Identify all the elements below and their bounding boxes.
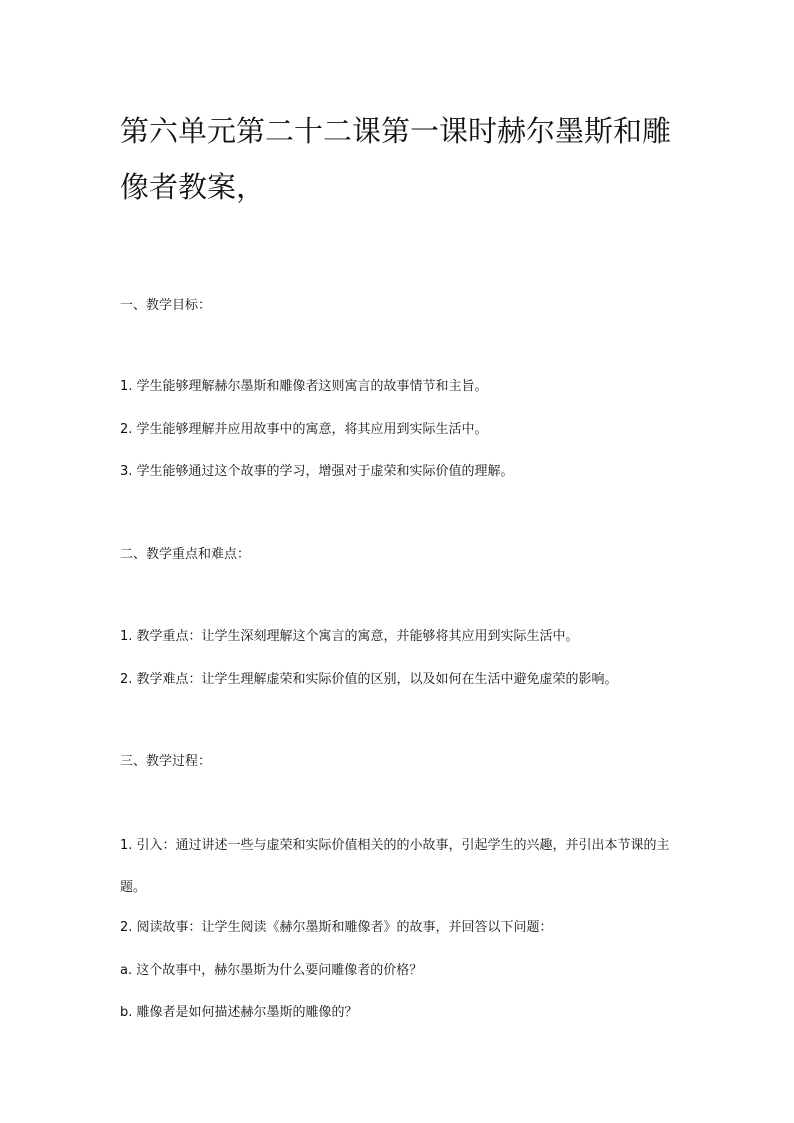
- document-title: 第六单元第二十二课第一课时赫尔墨斯和雕像者教案，: [120, 114, 672, 204]
- objective-item-2: 2. 学生能够理解并应用故事中的寓意，将其应用到实际生活中。: [120, 422, 488, 437]
- section-heading-objectives: 一、教学目标：: [120, 298, 212, 313]
- objective-item-1: 1. 学生能够理解赫尔墨斯和雕像者这则寓言的故事情节和主旨。: [120, 379, 488, 394]
- key-point-item-2: 2. 教学难点：让学生理解虚荣和实际价值的区别，以及如何在生活中避免虚荣的影响。: [120, 672, 618, 687]
- objective-item-3: 3. 学生能够通过这个故事的学习，增强对于虚荣和实际价值的理解。: [120, 464, 514, 479]
- process-question-a: a. 这个故事中，赫尔墨斯为什么要问雕像者的价格？: [120, 963, 423, 978]
- key-point-item-1: 1. 教学重点：让学生深刻理解这个寓言的寓意，并能够将其应用到实际生活中。: [120, 629, 579, 644]
- process-question-b: b. 雕像者是如何描述赫尔墨斯的雕像的？: [120, 1005, 358, 1020]
- section-heading-process: 三、教学过程：: [120, 754, 212, 769]
- process-item-1: 1. 引入：通过讲述一些与虚荣和实际价值相关的的小故事，引起学生的兴趣，并引出本节课的主题。: [120, 838, 670, 895]
- section-heading-key-points: 二、教学重点和难点：: [120, 547, 251, 562]
- process-item-2: 2. 阅读故事：让学生阅读《赫尔墨斯和雕像者》的故事，并回答以下问题：: [120, 920, 553, 935]
